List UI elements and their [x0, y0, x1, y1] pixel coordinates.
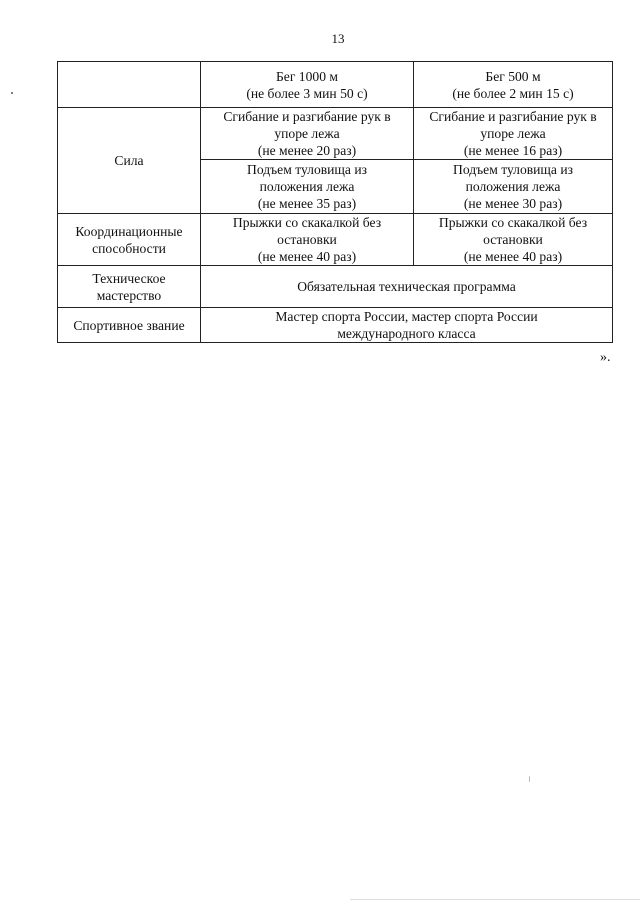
page-number: 13: [331, 31, 345, 46]
cell-pushups-col2: Сгибание и разгибание рук в упоре лежа (не менее 20 раз): [201, 108, 414, 160]
cell-run-1000m: Бег 1000 м (не более 3 мин 50 с): [201, 62, 414, 108]
table-row-coordination: [58, 214, 613, 266]
row-label-run: [58, 62, 201, 108]
scan-speck: [11, 92, 13, 94]
cell-situps-col2: Подъем туловища из положения лежа (не менее 35 раз): [201, 160, 414, 214]
cell-jumprope-col3: Прыжки со скакалкой без остановки (не менее 40 раз): [414, 214, 613, 266]
cell-situps-col3: Подъем туловища из положения лежа (не менее 30 раз): [414, 160, 613, 214]
table-row-technical: [58, 266, 613, 308]
cell-sport-title: Мастер спорта России, мастер спорта России международного класса: [201, 308, 613, 343]
table-row-run: [58, 62, 613, 108]
closing-quote-mark: ».: [600, 350, 611, 365]
row-label-sport-title: Спортивное звание: [58, 308, 201, 343]
row-label-coordination: Координационные способности: [58, 214, 201, 266]
page-bottom-edge: [350, 899, 640, 900]
scan-speck: [529, 776, 530, 782]
table-row-sport-title: [58, 308, 613, 343]
cell-jumprope-col2: Прыжки со скакалкой без остановки (не менее 40 раз): [201, 214, 414, 266]
row-label-strength: Сила: [58, 108, 201, 214]
cell-run-500m: Бег 500 м (не более 2 мин 15 с): [414, 62, 613, 108]
row-label-technical: Техническое мастерство: [58, 266, 201, 308]
cell-pushups-col3: Сгибание и разгибание рук в упоре лежа (не менее 16 раз): [414, 108, 613, 160]
table-row-strength-pushups: [58, 108, 613, 160]
physical-norms-table: [57, 61, 613, 343]
cell-technical-program: Обязательная техническая программа: [201, 266, 613, 308]
